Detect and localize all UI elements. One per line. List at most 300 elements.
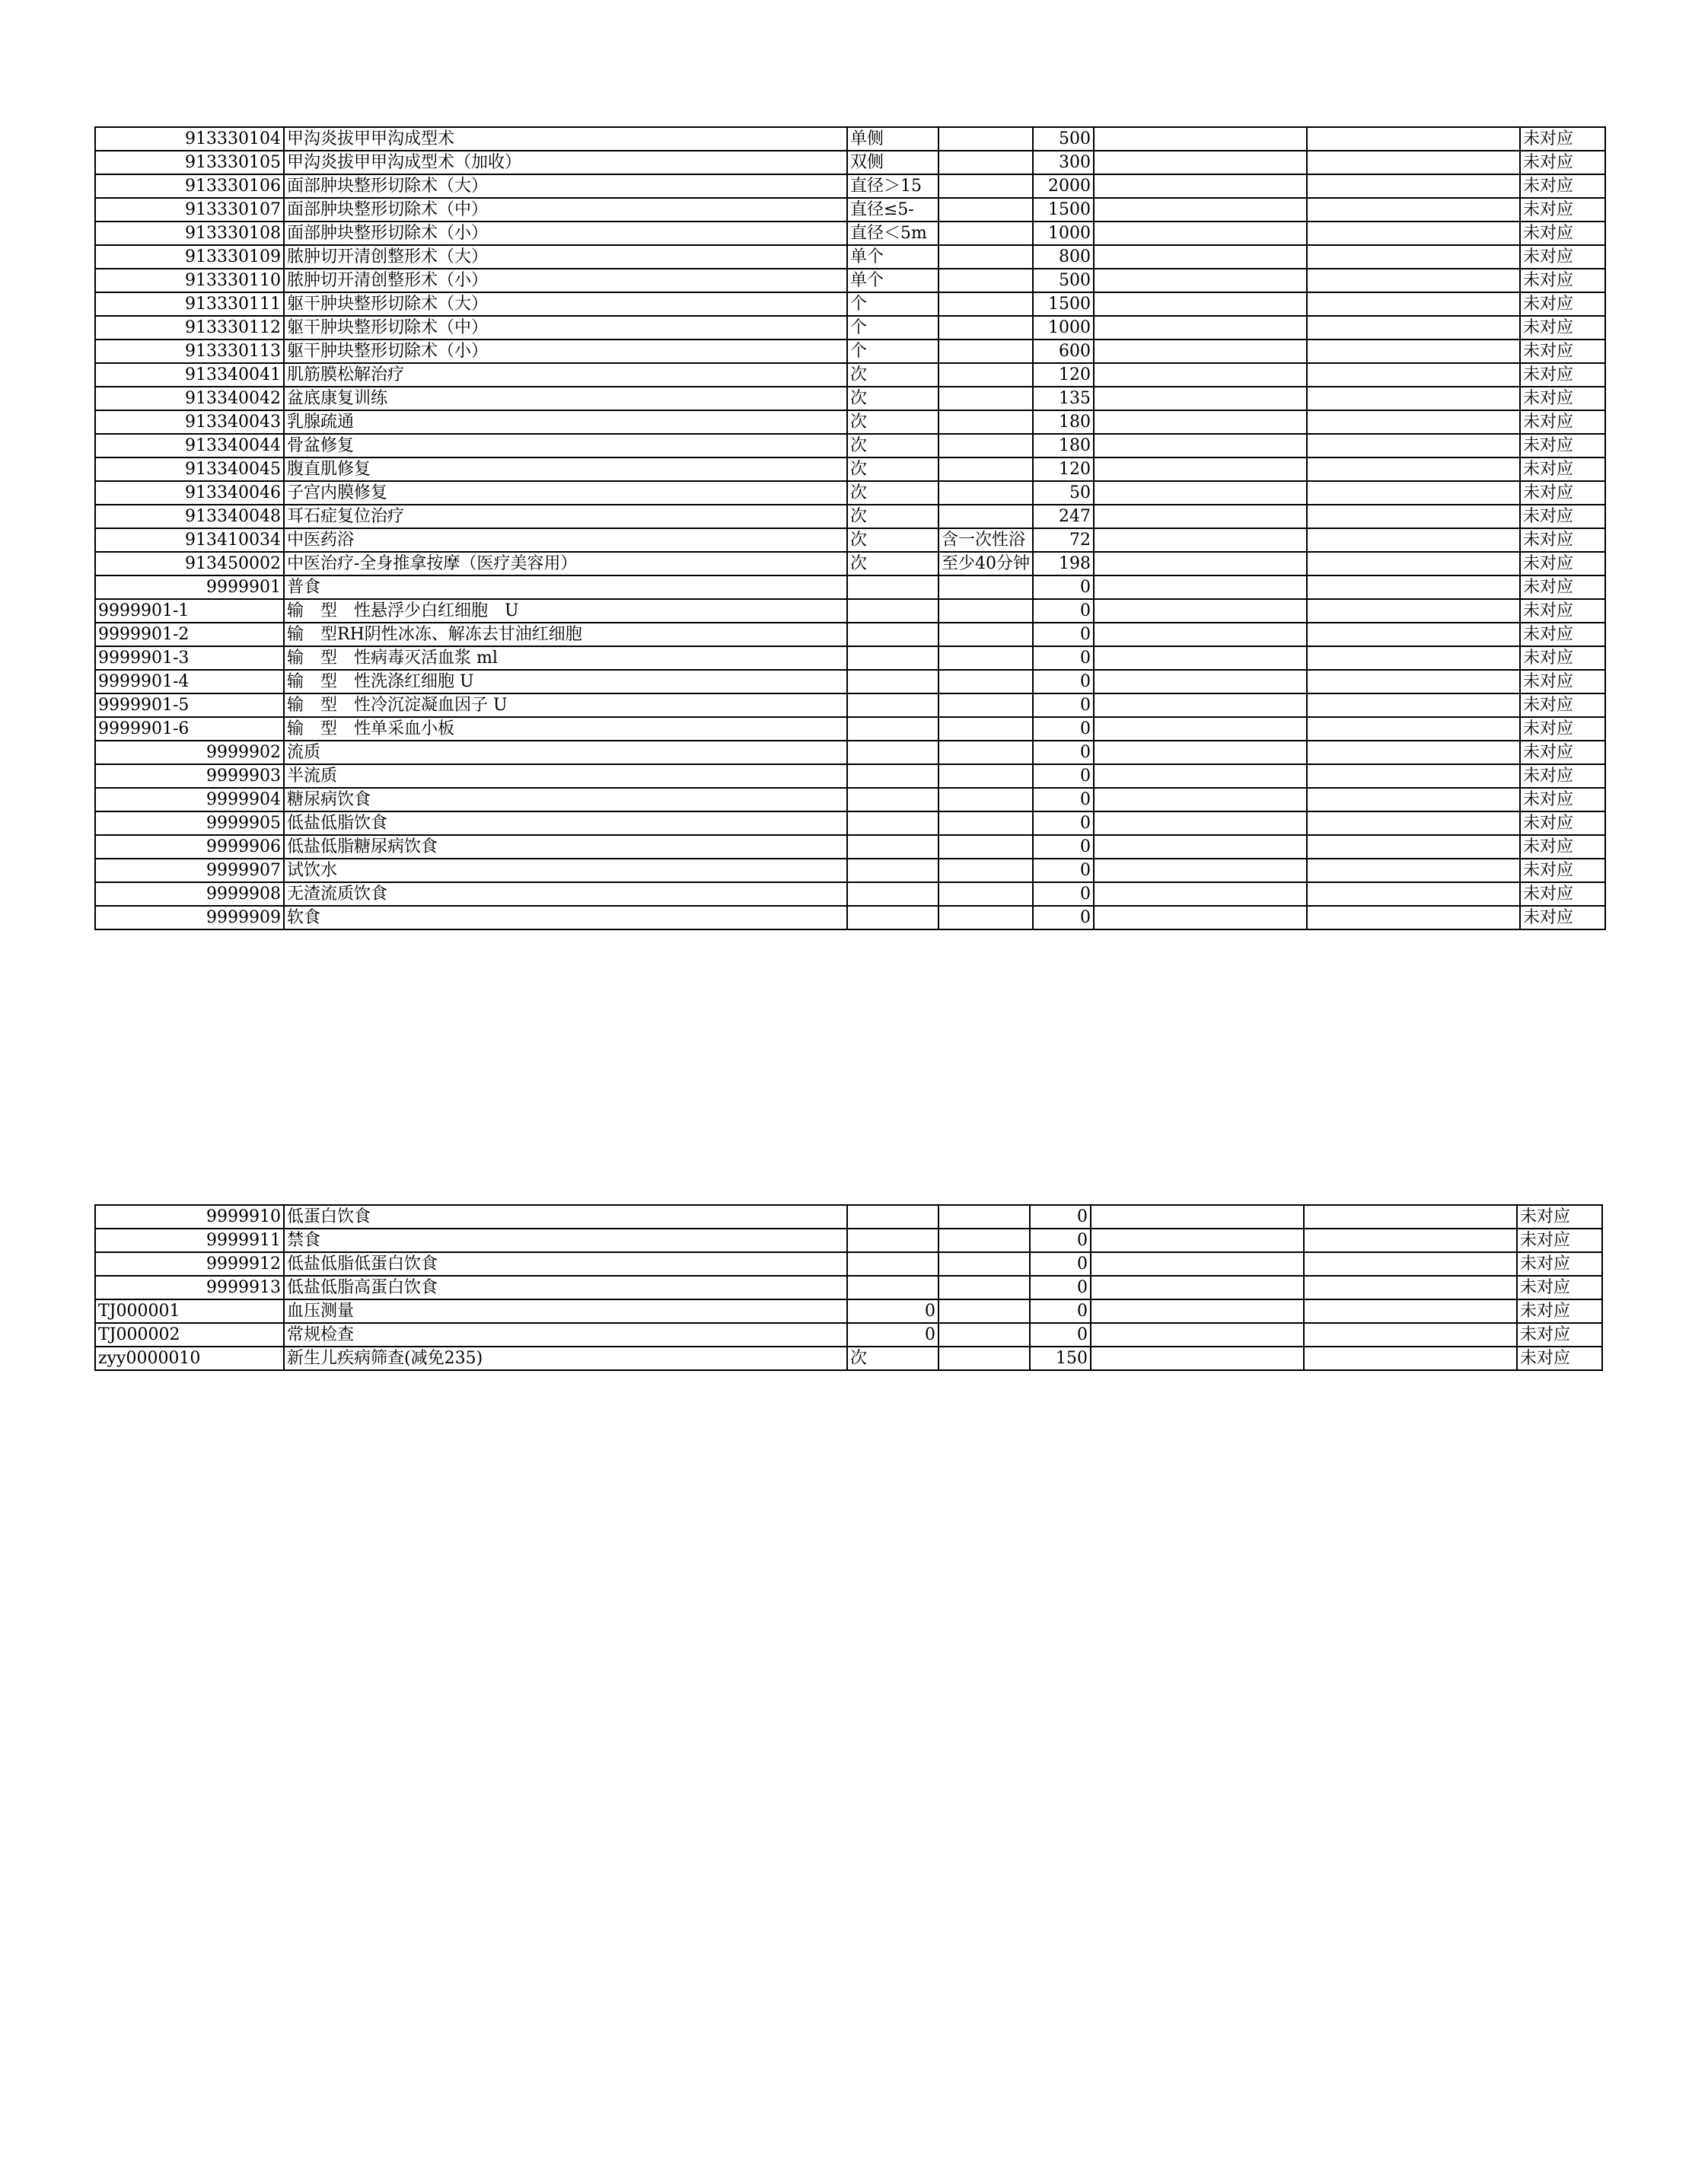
- unit-cell: [847, 1276, 938, 1299]
- status-cell: 未对应: [1517, 1299, 1602, 1323]
- price-table-block-1: [94, 126, 1606, 930]
- unit-cell: [847, 575, 938, 599]
- code-cell: 9999912: [95, 1252, 284, 1276]
- empty-cell: [1307, 387, 1520, 410]
- note-cell: [938, 906, 1033, 929]
- price-cell: 0: [1030, 1252, 1091, 1276]
- status-cell: 未对应: [1520, 528, 1605, 552]
- empty-cell: [1307, 174, 1520, 198]
- empty-cell: [1094, 599, 1307, 623]
- empty-cell: [1307, 292, 1520, 316]
- code-cell: 913330113: [95, 340, 284, 363]
- empty-cell: [1094, 693, 1307, 717]
- table-row: [95, 387, 1605, 410]
- price-cell: 1000: [1033, 222, 1094, 245]
- status-cell: 未对应: [1520, 127, 1605, 151]
- status-cell: 未对应: [1517, 1276, 1602, 1299]
- item-name-cell: 无渣流质饮食: [284, 882, 847, 906]
- status-cell: 未对应: [1520, 623, 1605, 646]
- empty-cell: [1094, 410, 1307, 434]
- code-cell: 9999913: [95, 1276, 284, 1299]
- code-cell: 913330105: [95, 151, 284, 174]
- empty-cell: [1094, 670, 1307, 693]
- item-name-cell: 脓肿切开清创整形术（小）: [284, 269, 847, 292]
- empty-cell: [1094, 882, 1307, 906]
- empty-cell: [1307, 835, 1520, 859]
- price-cell: 0: [1033, 764, 1094, 788]
- empty-cell: [1094, 528, 1307, 552]
- empty-cell: [1304, 1276, 1517, 1299]
- code-cell: 913340044: [95, 434, 284, 457]
- price-cell: 2000: [1033, 174, 1094, 198]
- item-name-cell: 禁食: [284, 1229, 847, 1252]
- item-name-cell: 普食: [284, 575, 847, 599]
- unit-cell: 0: [847, 1299, 938, 1323]
- status-cell: 未对应: [1520, 269, 1605, 292]
- empty-cell: [1091, 1347, 1304, 1370]
- empty-cell: [1094, 481, 1307, 505]
- unit-cell: 次: [847, 434, 938, 457]
- table-row: [95, 127, 1605, 151]
- code-cell: 9999901-1: [95, 599, 284, 623]
- item-name-cell: 常规检查: [284, 1323, 847, 1347]
- code-cell: 9999905: [95, 811, 284, 835]
- note-cell: [938, 859, 1033, 882]
- empty-cell: [1094, 387, 1307, 410]
- status-cell: 未对应: [1520, 575, 1605, 599]
- code-cell: 913410034: [95, 528, 284, 552]
- price-cell: 0: [1030, 1205, 1091, 1229]
- status-cell: 未对应: [1520, 882, 1605, 906]
- price-cell: 0: [1033, 646, 1094, 670]
- note-cell: [938, 717, 1033, 741]
- price-cell: 247: [1033, 505, 1094, 528]
- empty-cell: [1094, 906, 1307, 929]
- code-cell: 9999901: [95, 575, 284, 599]
- item-name-cell: 低盐低脂高蛋白饮食: [284, 1276, 847, 1299]
- note-cell: [938, 835, 1033, 859]
- code-cell: TJ000002: [95, 1323, 284, 1347]
- status-cell: 未对应: [1520, 788, 1605, 811]
- status-cell: 未对应: [1520, 245, 1605, 269]
- price-cell: 72: [1033, 528, 1094, 552]
- empty-cell: [1307, 245, 1520, 269]
- table-row: [95, 528, 1605, 552]
- status-cell: 未对应: [1520, 599, 1605, 623]
- table-row: [95, 788, 1605, 811]
- empty-cell: [1307, 882, 1520, 906]
- table-row: [95, 882, 1605, 906]
- note-cell: [938, 1347, 1030, 1370]
- code-cell: 913340041: [95, 363, 284, 387]
- item-name-cell: 低盐低脂低蛋白饮食: [284, 1252, 847, 1276]
- price-cell: 180: [1033, 434, 1094, 457]
- status-cell: 未对应: [1520, 670, 1605, 693]
- note-cell: [938, 245, 1033, 269]
- empty-cell: [1307, 363, 1520, 387]
- unit-cell: 次: [847, 505, 938, 528]
- empty-cell: [1307, 906, 1520, 929]
- code-cell: 9999901-3: [95, 646, 284, 670]
- empty-cell: [1307, 764, 1520, 788]
- unit-cell: [847, 1205, 938, 1229]
- item-name-cell: 输 型 性洗涤红细胞 U: [284, 670, 847, 693]
- table-row: [95, 1347, 1602, 1370]
- unit-cell: [847, 811, 938, 835]
- item-name-cell: 甲沟炎拔甲甲沟成型术: [284, 127, 847, 151]
- empty-cell: [1304, 1229, 1517, 1252]
- code-cell: 9999901-4: [95, 670, 284, 693]
- status-cell: 未对应: [1520, 552, 1605, 575]
- item-name-cell: 软食: [284, 906, 847, 929]
- price-cell: 180: [1033, 410, 1094, 434]
- table-row: [95, 693, 1605, 717]
- status-cell: 未对应: [1520, 835, 1605, 859]
- status-cell: 未对应: [1517, 1205, 1602, 1229]
- empty-cell: [1307, 457, 1520, 481]
- note-cell: [938, 693, 1033, 717]
- code-cell: 913450002: [95, 552, 284, 575]
- note-cell: [938, 410, 1033, 434]
- status-cell: 未对应: [1517, 1252, 1602, 1276]
- empty-cell: [1094, 552, 1307, 575]
- item-name-cell: 中医药浴: [284, 528, 847, 552]
- code-cell: 9999910: [95, 1205, 284, 1229]
- item-name-cell: 耳石症复位治疗: [284, 505, 847, 528]
- item-name-cell: 子宫内膜修复: [284, 481, 847, 505]
- unit-cell: 个: [847, 292, 938, 316]
- status-cell: 未对应: [1520, 340, 1605, 363]
- item-name-cell: 试饮水: [284, 859, 847, 882]
- empty-cell: [1307, 481, 1520, 505]
- code-cell: 9999906: [95, 835, 284, 859]
- empty-cell: [1307, 151, 1520, 174]
- table-row: [95, 410, 1605, 434]
- item-name-cell: 肌筋膜松解治疗: [284, 363, 847, 387]
- note-cell: [938, 222, 1033, 245]
- item-name-cell: 低盐低脂糖尿病饮食: [284, 835, 847, 859]
- status-cell: 未对应: [1520, 693, 1605, 717]
- code-cell: 9999901-2: [95, 623, 284, 646]
- note-cell: [938, 505, 1033, 528]
- table-row: [95, 1229, 1602, 1252]
- unit-cell: [847, 693, 938, 717]
- unit-cell: [847, 670, 938, 693]
- item-name-cell: 输 型 性病毒灭活血浆 ml: [284, 646, 847, 670]
- item-name-cell: 骨盆修复: [284, 434, 847, 457]
- price-cell: 0: [1030, 1323, 1091, 1347]
- table-row: [95, 646, 1605, 670]
- empty-cell: [1094, 741, 1307, 764]
- note-cell: [938, 174, 1033, 198]
- unit-cell: 0: [847, 1323, 938, 1347]
- unit-cell: [847, 1229, 938, 1252]
- table-row: [95, 481, 1605, 505]
- empty-cell: [1304, 1252, 1517, 1276]
- empty-cell: [1094, 434, 1307, 457]
- unit-cell: [847, 764, 938, 788]
- price-cell: 50: [1033, 481, 1094, 505]
- code-cell: 9999911: [95, 1229, 284, 1252]
- item-name-cell: 躯干肿块整形切除术（中）: [284, 316, 847, 340]
- note-cell: [938, 481, 1033, 505]
- note-cell: [938, 127, 1033, 151]
- status-cell: 未对应: [1520, 481, 1605, 505]
- empty-cell: [1307, 528, 1520, 552]
- table-row: [95, 623, 1605, 646]
- code-cell: 913330112: [95, 316, 284, 340]
- table-row: [95, 1323, 1602, 1347]
- price-cell: 800: [1033, 245, 1094, 269]
- status-cell: 未对应: [1520, 316, 1605, 340]
- empty-cell: [1307, 575, 1520, 599]
- price-cell: 0: [1030, 1229, 1091, 1252]
- price-cell: 0: [1033, 717, 1094, 741]
- unit-cell: 个: [847, 340, 938, 363]
- empty-cell: [1307, 599, 1520, 623]
- unit-cell: [847, 741, 938, 764]
- empty-cell: [1094, 292, 1307, 316]
- empty-cell: [1094, 269, 1307, 292]
- price-cell: 120: [1033, 457, 1094, 481]
- unit-cell: [847, 1252, 938, 1276]
- price-cell: 120: [1033, 363, 1094, 387]
- empty-cell: [1307, 693, 1520, 717]
- price-cell: 150: [1030, 1347, 1091, 1370]
- unit-cell: 次: [847, 457, 938, 481]
- unit-cell: 单个: [847, 245, 938, 269]
- item-name-cell: 低盐低脂饮食: [284, 811, 847, 835]
- empty-cell: [1307, 788, 1520, 811]
- code-cell: 9999908: [95, 882, 284, 906]
- note-cell: [938, 623, 1033, 646]
- unit-cell: [847, 623, 938, 646]
- note-cell: [938, 764, 1033, 788]
- unit-cell: 次: [847, 387, 938, 410]
- empty-cell: [1094, 811, 1307, 835]
- table-row: [95, 717, 1605, 741]
- empty-cell: [1307, 741, 1520, 764]
- unit-cell: [847, 717, 938, 741]
- empty-cell: [1094, 316, 1307, 340]
- empty-cell: [1094, 575, 1307, 599]
- empty-cell: [1094, 245, 1307, 269]
- price-cell: 0: [1033, 599, 1094, 623]
- status-cell: 未对应: [1517, 1323, 1602, 1347]
- empty-cell: [1094, 788, 1307, 811]
- price-cell: 0: [1033, 882, 1094, 906]
- empty-cell: [1094, 717, 1307, 741]
- empty-cell: [1094, 505, 1307, 528]
- unit-cell: [847, 599, 938, 623]
- empty-cell: [1094, 859, 1307, 882]
- status-cell: 未对应: [1520, 764, 1605, 788]
- empty-cell: [1091, 1252, 1304, 1276]
- code-cell: zyy0000010: [95, 1347, 284, 1370]
- table-row: [95, 764, 1605, 788]
- price-cell: 0: [1033, 811, 1094, 835]
- table-row: [95, 906, 1605, 929]
- empty-cell: [1307, 646, 1520, 670]
- table-row: [95, 174, 1605, 198]
- item-name-cell: 面部肿块整形切除术（大）: [284, 174, 847, 198]
- code-cell: 9999904: [95, 788, 284, 811]
- status-cell: 未对应: [1520, 434, 1605, 457]
- empty-cell: [1307, 623, 1520, 646]
- price-cell: 0: [1033, 835, 1094, 859]
- table-row: [95, 363, 1605, 387]
- code-cell: 913330109: [95, 245, 284, 269]
- empty-cell: [1094, 835, 1307, 859]
- item-name-cell: 乳腺疏通: [284, 410, 847, 434]
- empty-cell: [1091, 1229, 1304, 1252]
- code-cell: 9999907: [95, 859, 284, 882]
- note-cell: [938, 599, 1033, 623]
- price-cell: 1000: [1033, 316, 1094, 340]
- empty-cell: [1094, 363, 1307, 387]
- status-cell: 未对应: [1520, 906, 1605, 929]
- empty-cell: [1307, 410, 1520, 434]
- unit-cell: [847, 859, 938, 882]
- unit-cell: [847, 882, 938, 906]
- table-row: [95, 316, 1605, 340]
- item-name-cell: 血压测量: [284, 1299, 847, 1323]
- unit-cell: 次: [847, 410, 938, 434]
- table-row: [95, 741, 1605, 764]
- status-cell: 未对应: [1520, 387, 1605, 410]
- status-cell: 未对应: [1520, 457, 1605, 481]
- price-cell: 0: [1033, 741, 1094, 764]
- table-row: [95, 457, 1605, 481]
- code-cell: 913330107: [95, 198, 284, 222]
- table-row: [95, 1205, 1602, 1229]
- price-cell: 300: [1033, 151, 1094, 174]
- code-cell: 9999901-6: [95, 717, 284, 741]
- item-name-cell: 躯干肿块整形切除术（小）: [284, 340, 847, 363]
- price-cell: 135: [1033, 387, 1094, 410]
- item-name-cell: 半流质: [284, 764, 847, 788]
- empty-cell: [1094, 222, 1307, 245]
- empty-cell: [1304, 1347, 1517, 1370]
- item-name-cell: 低蛋白饮食: [284, 1205, 847, 1229]
- price-cell: 1500: [1033, 292, 1094, 316]
- empty-cell: [1094, 198, 1307, 222]
- price-cell: 1500: [1033, 198, 1094, 222]
- unit-cell: [847, 835, 938, 859]
- item-name-cell: 面部肿块整形切除术（中）: [284, 198, 847, 222]
- empty-cell: [1304, 1323, 1517, 1347]
- status-cell: 未对应: [1520, 646, 1605, 670]
- note-cell: [938, 811, 1033, 835]
- unit-cell: 直径＞15: [847, 174, 938, 198]
- table-row: [95, 505, 1605, 528]
- unit-cell: [847, 906, 938, 929]
- code-cell: 913330111: [95, 292, 284, 316]
- empty-cell: [1304, 1299, 1517, 1323]
- note-cell: 至少40分钟: [938, 552, 1033, 575]
- unit-cell: 个: [847, 316, 938, 340]
- item-name-cell: 输 型 性单采血小板: [284, 717, 847, 741]
- empty-cell: [1307, 340, 1520, 363]
- note-cell: [938, 741, 1033, 764]
- price-cell: 0: [1033, 670, 1094, 693]
- unit-cell: 直径＜5m: [847, 222, 938, 245]
- item-name-cell: 盆底康复训练: [284, 387, 847, 410]
- empty-cell: [1307, 670, 1520, 693]
- empty-cell: [1091, 1323, 1304, 1347]
- note-cell: [938, 1276, 1030, 1299]
- unit-cell: 次: [847, 1347, 938, 1370]
- empty-cell: [1307, 198, 1520, 222]
- table-row: [95, 245, 1605, 269]
- code-cell: 913340046: [95, 481, 284, 505]
- empty-cell: [1094, 340, 1307, 363]
- code-cell: 913340048: [95, 505, 284, 528]
- status-cell: 未对应: [1520, 292, 1605, 316]
- empty-cell: [1307, 811, 1520, 835]
- note-cell: [938, 788, 1033, 811]
- note-cell: [938, 1229, 1030, 1252]
- code-cell: 913330104: [95, 127, 284, 151]
- note-cell: [938, 340, 1033, 363]
- note-cell: [938, 151, 1033, 174]
- item-name-cell: 新生儿疾病筛查(减免235): [284, 1347, 847, 1370]
- table-row: [95, 198, 1605, 222]
- item-name-cell: 躯干肿块整形切除术（大）: [284, 292, 847, 316]
- unit-cell: 次: [847, 481, 938, 505]
- note-cell: [938, 363, 1033, 387]
- code-cell: 9999902: [95, 741, 284, 764]
- status-cell: 未对应: [1520, 811, 1605, 835]
- code-cell: 913330110: [95, 269, 284, 292]
- code-cell: 913340045: [95, 457, 284, 481]
- code-cell: 913330108: [95, 222, 284, 245]
- code-cell: 9999901-5: [95, 693, 284, 717]
- code-cell: 9999903: [95, 764, 284, 788]
- status-cell: 未对应: [1520, 859, 1605, 882]
- table-row: [95, 859, 1605, 882]
- price-cell: 0: [1033, 906, 1094, 929]
- note-cell: [938, 198, 1033, 222]
- table-row: [95, 552, 1605, 575]
- note-cell: [938, 646, 1033, 670]
- status-cell: 未对应: [1520, 505, 1605, 528]
- note-cell: [938, 269, 1033, 292]
- table-row: [95, 599, 1605, 623]
- status-cell: 未对应: [1520, 222, 1605, 245]
- empty-cell: [1091, 1299, 1304, 1323]
- unit-cell: 次: [847, 363, 938, 387]
- table-row: [95, 269, 1605, 292]
- empty-cell: [1094, 127, 1307, 151]
- empty-cell: [1307, 222, 1520, 245]
- table-row: [95, 340, 1605, 363]
- note-cell: [938, 1252, 1030, 1276]
- table-row: [95, 292, 1605, 316]
- empty-cell: [1094, 457, 1307, 481]
- item-name-cell: 流质: [284, 741, 847, 764]
- code-cell: TJ000001: [95, 1299, 284, 1323]
- code-cell: 9999909: [95, 906, 284, 929]
- item-name-cell: 糖尿病饮食: [284, 788, 847, 811]
- price-table-block-2: [94, 1204, 1603, 1371]
- unit-cell: 次: [847, 552, 938, 575]
- table-row: [95, 1252, 1602, 1276]
- price-cell: 0: [1033, 788, 1094, 811]
- unit-cell: 双侧: [847, 151, 938, 174]
- item-name-cell: 输 型 性悬浮少白红细胞 U: [284, 599, 847, 623]
- empty-cell: [1094, 623, 1307, 646]
